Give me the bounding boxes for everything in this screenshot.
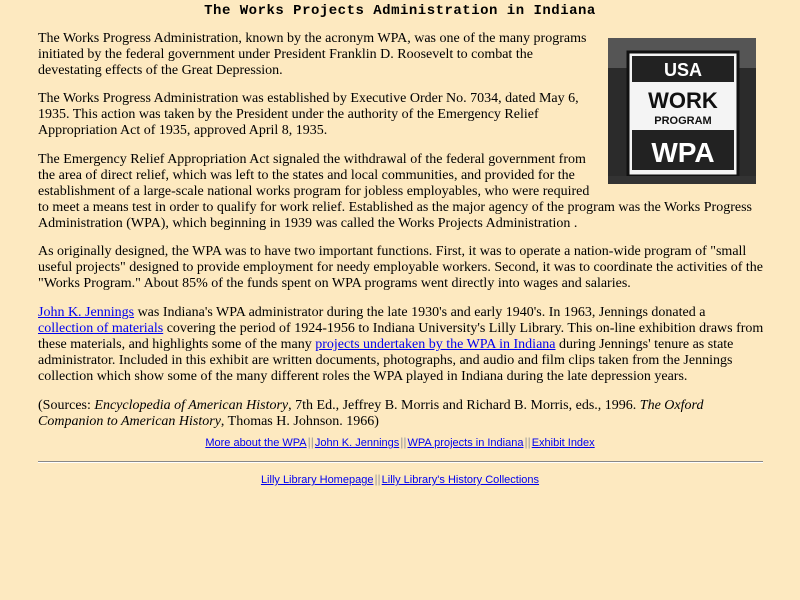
nav-separator: || — [524, 435, 531, 449]
paragraph-jennings-text-3: during Jennings' tenure as state administrator. Included in this exhibit are written documents, photographs, and audio and film clips taken from the Jennings collection which show some of the many different roles the WPA played in Indiana during the late depression years. — [38, 337, 734, 384]
paragraph-sources — [38, 398, 764, 430]
wpa-sign-graphic — [608, 38, 756, 184]
nav-separator: || — [374, 472, 381, 486]
sign-text-program: PROGRAM — [654, 115, 712, 127]
paragraph-jennings-text-2: covering the period of 1924-1956 to Indiana University's Lilly Library. This on-line exhibition draws from these materials, and highlights some of the many — [38, 321, 764, 352]
paragraph-intro: The Works Progress Administration, known by the acronym WPA, was one of the many programs initiated by the federal government under President Franklin D. Roosevelt to combat the devestating effects of the Great Depression. — [38, 31, 587, 78]
sources-text-1: , 7th Ed., Jeffrey B. Morris and Richard B. Morris, eds., 1996. — [288, 398, 640, 413]
library-nav — [0, 472, 800, 486]
sign-text-work: WORK — [648, 88, 718, 113]
paragraph-jennings — [38, 305, 764, 385]
paragraph-relief-act: The Emergency Relief Appropriation Act signaled the withdrawal of the federal government from the area of direct relief, which was left to the states and local communities, and provided for the establishment of a large-scale national works program for jobless employables, who were required to meet a means test in order to qualify for work relief. Established as the major agency of the program was the Works Progress Administration (WPA), which beginning in 1939 was called the Works Projects Administration . — [38, 152, 752, 231]
sign-text-usa: USA — [663, 60, 703, 80]
link-collection-of-materials[interactable]: collection of materials — [38, 321, 164, 336]
nav-lilly-library-homepage[interactable]: Lilly Library Homepage — [260, 474, 374, 486]
paragraph-executive-order: The Works Progress Administration was established by Executive Order No. 7034, dated May 6, 1935. This action was taken by the President under the authority of the Emergency Relief Appropriation Act of 1935, approved April 8, 1935. — [38, 91, 579, 138]
sources-open: (Sources: — [38, 398, 95, 413]
horizontal-divider — [38, 461, 763, 463]
nav-more-about-wpa[interactable]: More about the WPA — [205, 437, 307, 449]
nav-exhibit-index[interactable]: Exhibit Index — [531, 437, 595, 449]
main-content — [38, 31, 764, 443]
nav-wpa-projects-indiana[interactable]: WPA projects in Indiana — [407, 437, 524, 449]
nav-separator: || — [307, 435, 314, 449]
nav-lilly-history-collections[interactable]: Lilly Library's History Collections — [381, 474, 540, 486]
sources-text-2: , Thomas H. Johnson. 1966) — [220, 414, 379, 429]
nav-separator: || — [400, 435, 407, 449]
nav-john-k-jennings[interactable]: John K. Jennings — [314, 437, 400, 449]
link-john-k-jennings[interactable]: John K. Jennings — [38, 305, 135, 320]
wpa-sign-photo — [608, 38, 756, 184]
sources-book-2: The Oxford Companion to American History — [38, 398, 704, 429]
page-title: The Works Projects Administration in Indiana — [204, 3, 596, 19]
paragraph-functions: As originally designed, the WPA was to have two important functions. First, it was to operate a nation-wide program of "small useful projects" designed to provide employment for needy employable workers. Second, it was to coordinate the activities of the "Works Program." About 85% of the funds spent on WPA programs went directly into wages and salaries. — [38, 244, 763, 291]
link-projects-undertaken[interactable]: projects undertaken by the WPA in Indiana — [315, 337, 556, 352]
paragraph-jennings-text-1: was Indiana's WPA administrator during the late 1930's and early 1940's. In 1963, Jennings donated a — [134, 305, 706, 320]
exhibit-nav — [0, 435, 800, 449]
sign-text-wpa: WPA — [651, 137, 715, 168]
sources-book-1: Encyclopedia of American History — [94, 398, 289, 413]
